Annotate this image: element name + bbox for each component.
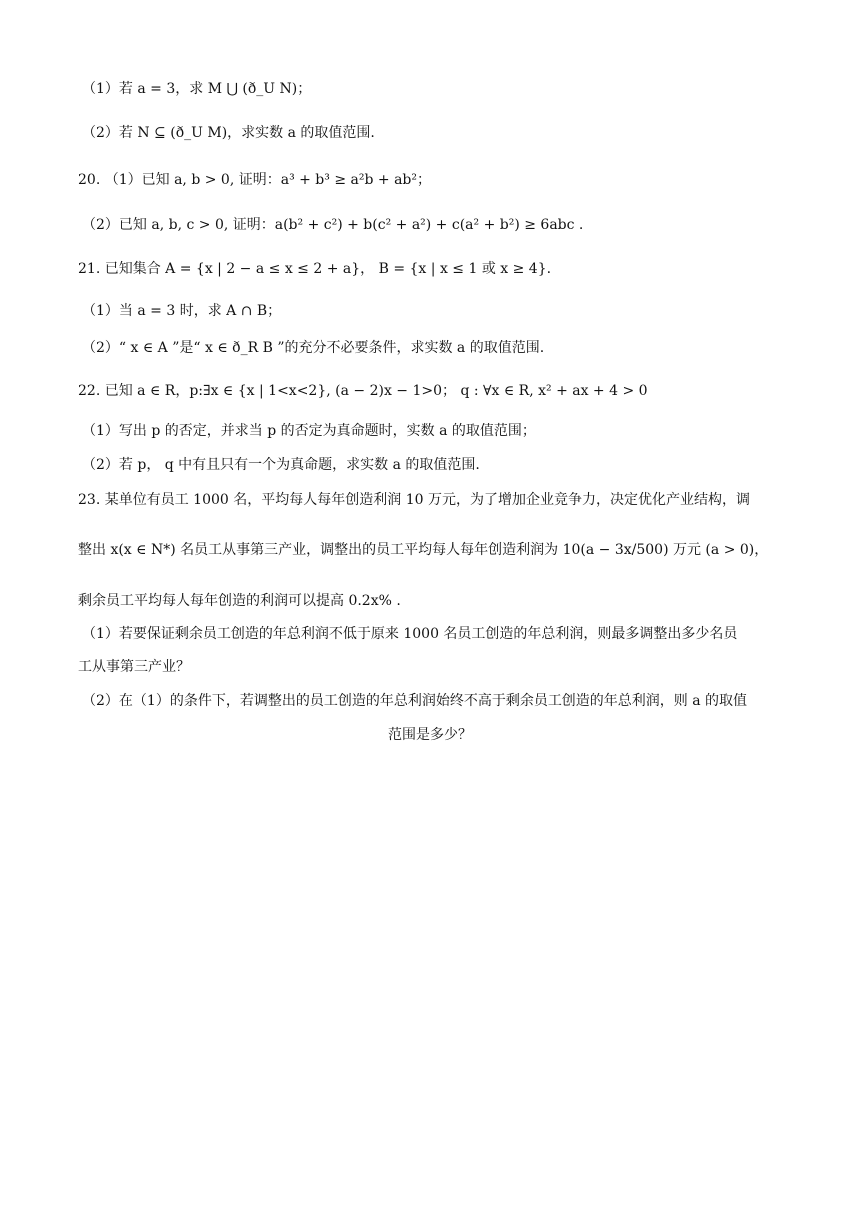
q19-part1: （1）若 a = 3，求 M ⋃ (ð_U N)； [82, 81, 312, 97]
q23-part1-line2: 工从事第三产业？ [78, 659, 190, 675]
q22-stem: 22. 已知 a ∈ R，p:∃x ∈ {x | 1<x<2}, (a − 2)x − 1>0； q : ∀x ∈ R, x² + ax + 4 > 0 [78, 383, 648, 399]
q22-part2: （2）若 p， q 中有且只有一个为真命题，求实数 a 的取值范围. [82, 457, 480, 473]
q23-part2-line2: 范围是多少？ [388, 727, 472, 743]
q21-part1: （1）当 a = 3 时，求 A ∩ B； [82, 303, 282, 319]
q23-part2-line1: （2）在（1）的条件下，若调整出的员工创造的年总利润始终不高于剩余员工创造的年总利润，则 a 的取值 [82, 693, 748, 709]
q20-part2: （2）已知 a, b, c > 0, 证明：a(b² + c²) + b(c² + a²) + c(a² + b²) ≥ 6abc . [82, 217, 584, 233]
q23-part1-line1: （1）若要保证剩余员工创造的年总利润不低于原来 1000 名员工创造的年总利润，则最多调整出多少名员 [82, 626, 738, 642]
q19-part2: （2）若 N ⊆ (ð_U M)，求实数 a 的取值范围. [82, 125, 375, 141]
q23-stem-line2: 整出 x(x ∈ N*) 名员工从事第三产业，调整出的员工平均每人每年创造利润为 10(a − 3x/500) 万元 (a > 0)， [78, 542, 769, 558]
q20-part1: 20. （1）已知 a, b > 0, 证明：a³ + b³ ≥ a²b + ab²； [78, 172, 431, 188]
q21-stem: 21. 已知集合 A = {x | 2 − a ≤ x ≤ 2 + a}， B = {x | x ≤ 1 或 x ≥ 4}. [78, 261, 552, 277]
q23-stem-line1: 23. 某单位有员工 1000 名，平均每人每年创造利润 10 万元，为了增加企业竞争力，决定优化产业结构，调 [78, 492, 750, 508]
q22-part1: （1）写出 p 的否定，并求当 p 的否定为真命题时，实数 a 的取值范围； [82, 423, 536, 439]
q21-part2: （2）“ x ∈ A ”是“ x ∈ ð_R B ”的充分不必要条件，求实数 a 的取值范围. [82, 340, 545, 356]
q23-stem-line3: 剩余员工平均每人每年创造的利润可以提高 0.2x% . [78, 593, 401, 609]
